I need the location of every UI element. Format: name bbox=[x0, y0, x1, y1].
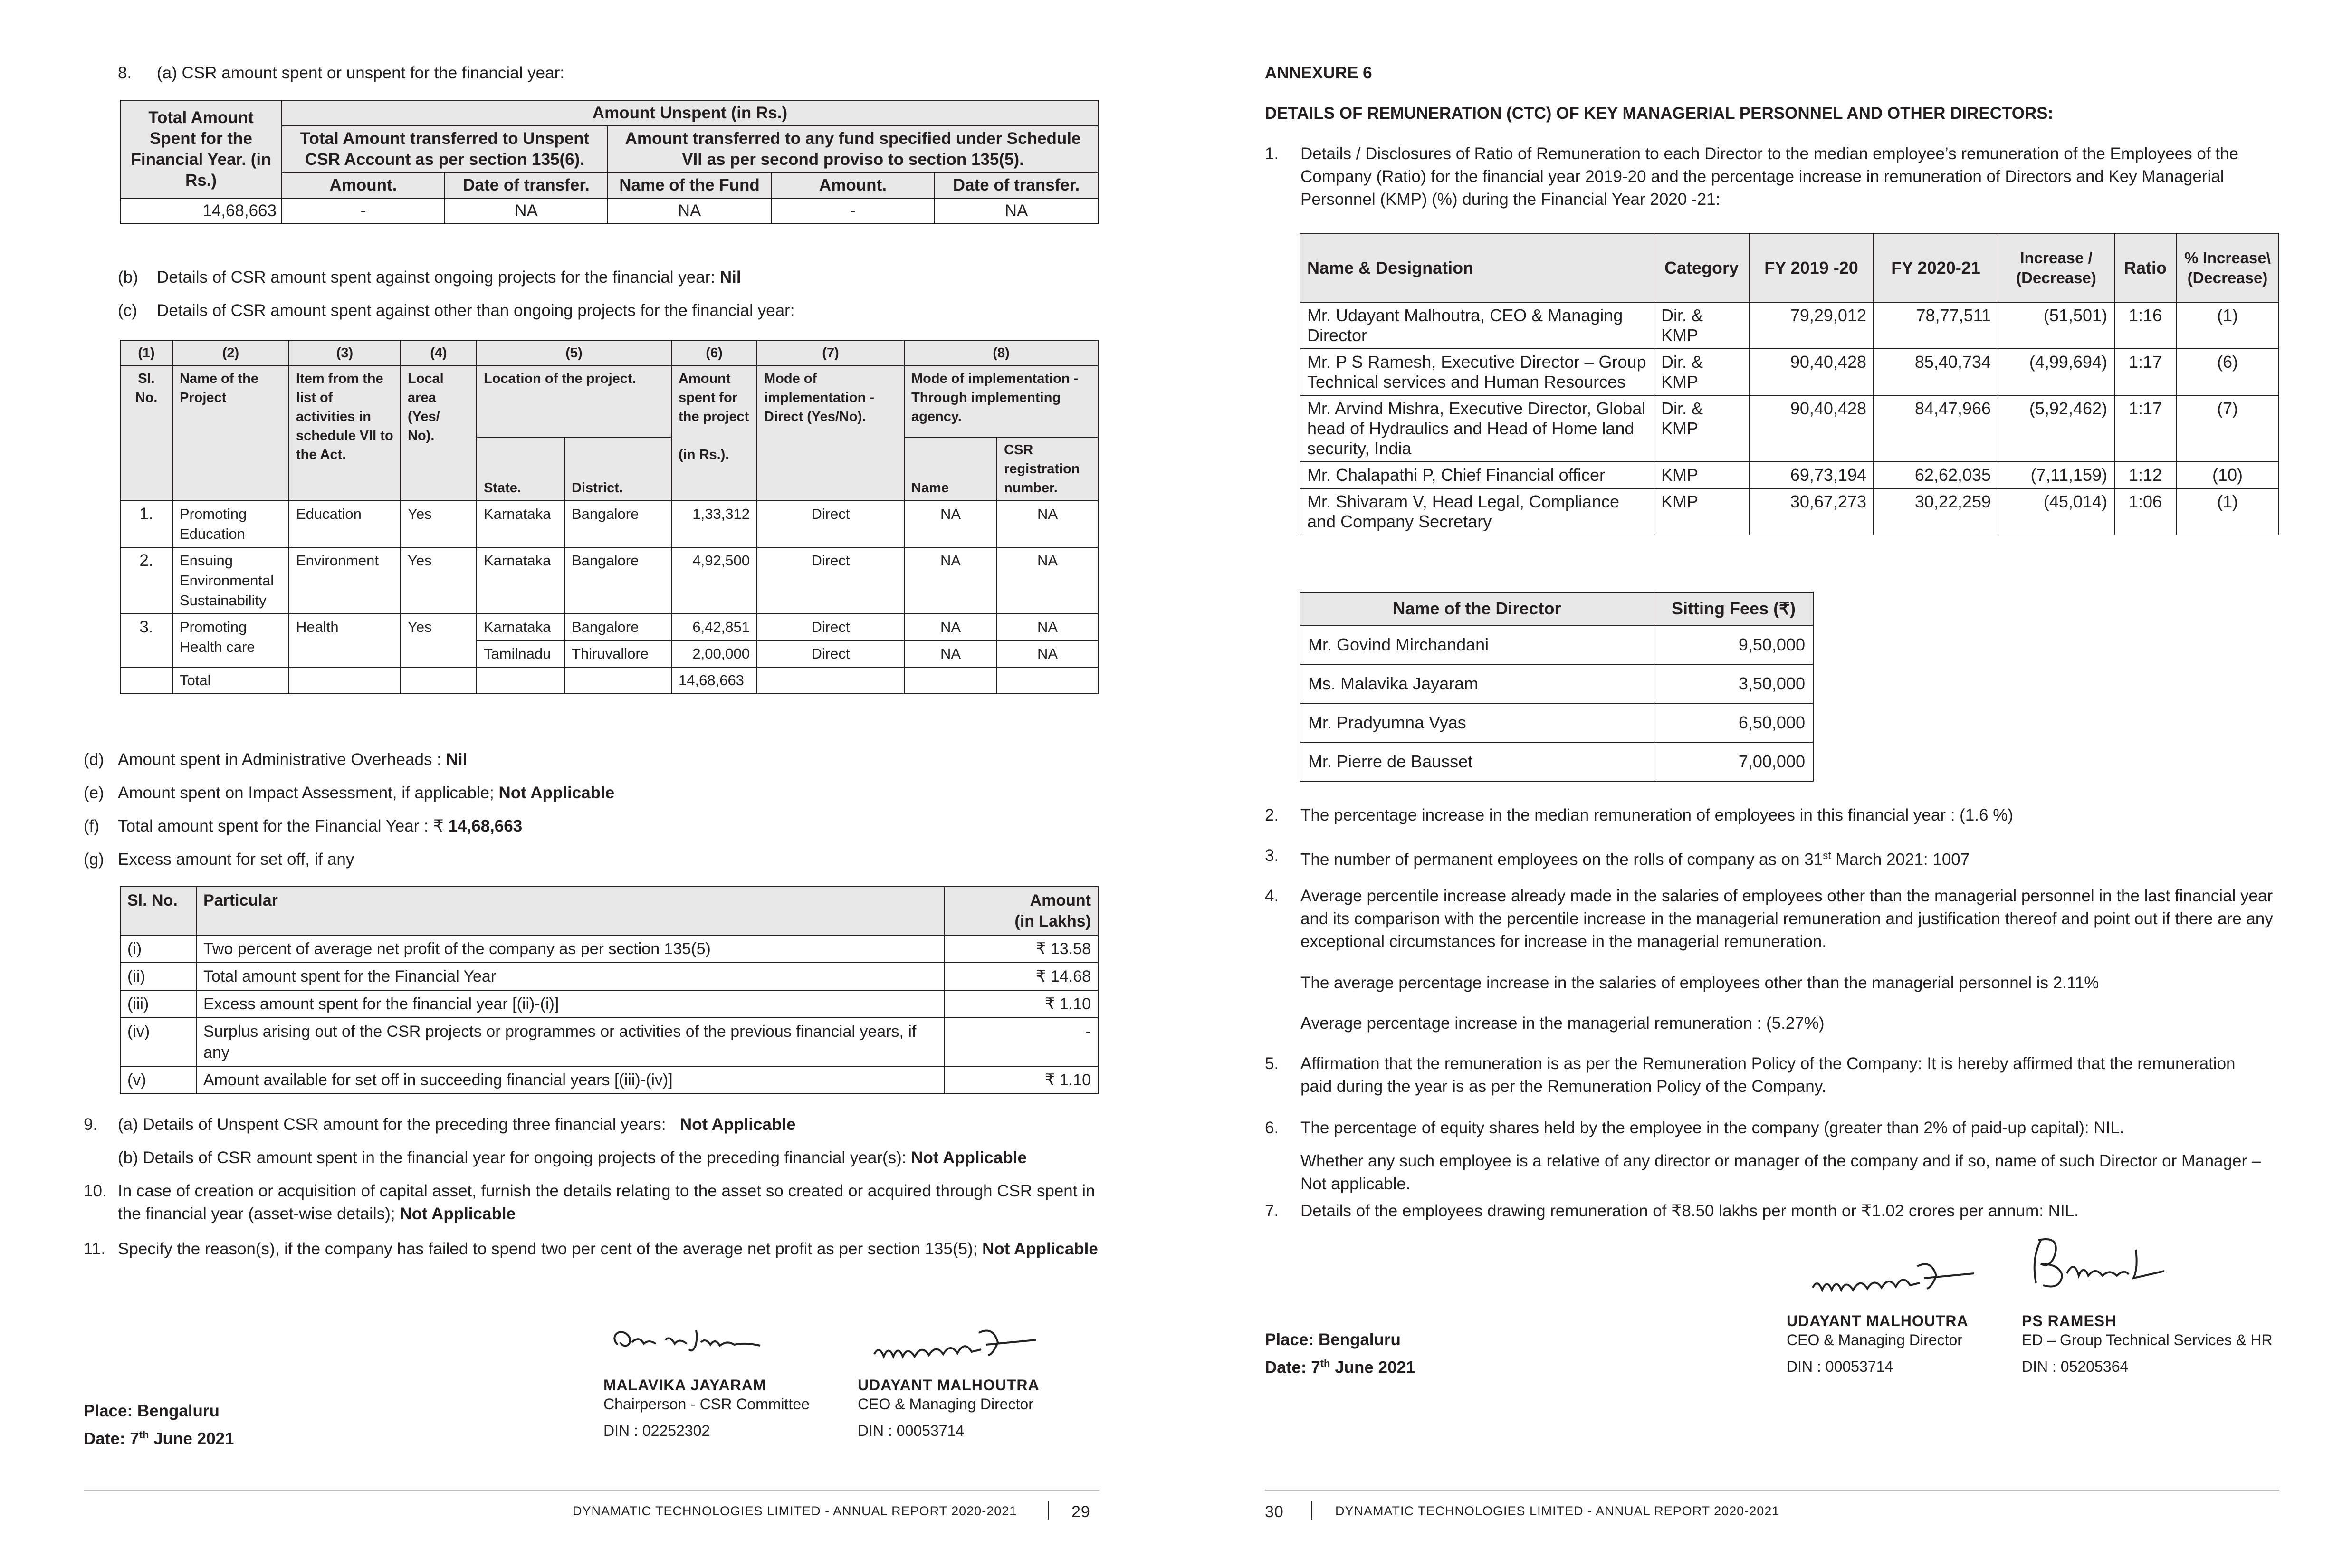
signatory-name: UDAYANT MALHOUTRA bbox=[1787, 1312, 1969, 1329]
table-cell: KMP bbox=[1654, 462, 1749, 488]
ratio-header: Ratio bbox=[2114, 233, 2176, 302]
table-cell: Total amount spent for the Financial Year bbox=[196, 963, 945, 990]
table-cell: Yes bbox=[401, 547, 477, 614]
date-header: Date of transfer. bbox=[445, 172, 608, 198]
mode-direct-header: Mode of implementation - Direct (Yes/No). bbox=[757, 366, 904, 501]
table-cell: Bangalore bbox=[564, 501, 671, 547]
remuneration-table bbox=[1300, 233, 2279, 535]
col-number: (7) bbox=[757, 340, 904, 366]
table-cell: Tamilnadu bbox=[477, 641, 564, 667]
table-cell: 90,40,428 bbox=[1749, 349, 1874, 395]
table-row bbox=[120, 990, 1098, 1018]
table-cell: 79,29,012 bbox=[1749, 302, 1874, 349]
table-cell: NA bbox=[997, 614, 1098, 641]
table-cell: 85,40,734 bbox=[1874, 349, 1998, 395]
table-row bbox=[120, 547, 1098, 614]
table-cell: Mr. Pierre de Bausset bbox=[1300, 742, 1654, 781]
table-cell: Excess amount spent for the financial year [(ii)-(i)] bbox=[196, 990, 945, 1018]
table-cell: Direct bbox=[757, 614, 904, 641]
table-cell: Amount available for set off in succeeding financial years [(iii)-(iv)] bbox=[196, 1066, 945, 1094]
item-7-number: 7. bbox=[1265, 1202, 1279, 1220]
table-cell: Promoting Health care bbox=[172, 614, 289, 667]
page-number: 29 bbox=[1071, 1503, 1090, 1521]
table-cell: Mr. P S Ramesh, Executive Director – Group Technical services and Human Resources bbox=[1300, 349, 1654, 395]
table-cell: - bbox=[282, 198, 445, 224]
table-cell: Thiruvallore bbox=[564, 641, 671, 667]
signatory-designation: Chairperson - CSR Committee bbox=[603, 1396, 810, 1413]
table-cell: Surplus arising out of the CSR projects or programmes or activities of the previous financial years, if any bbox=[196, 1018, 945, 1066]
table-cell: 1:17 bbox=[2114, 349, 2176, 395]
col-number: (1) bbox=[120, 340, 172, 366]
table-row bbox=[1300, 742, 1813, 781]
footer-divider bbox=[84, 1490, 1099, 1491]
item-1-text: Details / Disclosures of Ratio of Remuneration to each Director to the median employee’s remuneration of the Employees of the Company (Ratio) for the financial year 2019-20 and the percentage increase in remuneration of Directors and Key Managerial Personnel (KMP) (%) during the Financial Year 2020 -21: bbox=[1300, 144, 2238, 209]
fy2020-header: FY 2020-21 bbox=[1874, 233, 1998, 302]
item-b-text: Details of CSR amount spent against ongoing projects for the financial year: Nil bbox=[157, 268, 741, 287]
table-cell: (iii) bbox=[120, 990, 196, 1018]
section-10-number: 10. bbox=[84, 1182, 107, 1200]
table-cell: (ii) bbox=[120, 963, 196, 990]
table-cell: (iv) bbox=[120, 1018, 196, 1066]
fy2019-header: FY 2019 -20 bbox=[1749, 233, 1874, 302]
item-5-number: 5. bbox=[1265, 1054, 1279, 1073]
table-cell: 7,00,000 bbox=[1654, 742, 1813, 781]
total-label: Total bbox=[172, 667, 289, 694]
total-amount: 14,68,663 bbox=[671, 667, 757, 694]
signature-malavika bbox=[603, 1316, 784, 1364]
signatory-designation: ED – Group Technical Services & HR bbox=[2022, 1331, 2273, 1348]
item-2-number: 2. bbox=[1265, 806, 1279, 824]
table-cell: Ms. Malavika Jayaram bbox=[1300, 664, 1654, 703]
local-area-header: Local area (Yes/ No). bbox=[401, 366, 477, 501]
date-header: Date of transfer. bbox=[935, 172, 1098, 198]
col-number: (5) bbox=[477, 340, 671, 366]
table-cell: - bbox=[771, 198, 935, 224]
table-row bbox=[120, 198, 1098, 224]
amount-header: Amount (in Lakhs) bbox=[945, 887, 1098, 935]
table-cell: 1:16 bbox=[2114, 302, 2176, 349]
table-cell: (6) bbox=[2176, 349, 2279, 395]
table-cell: KMP bbox=[1654, 488, 1749, 535]
table-row-total bbox=[120, 667, 1098, 694]
table-row bbox=[120, 501, 1098, 547]
table-cell: Education bbox=[289, 501, 401, 547]
item-c-label: (c) bbox=[118, 301, 137, 320]
col-number: (6) bbox=[671, 340, 757, 366]
item-5-text: Affirmation that the remuneration is as per the Remuneration Policy of the Company: It is hereby affirmed that the remuneration paid during the year is as per the Remuneration Policy of the Company. bbox=[1300, 1054, 2236, 1096]
table-cell: Dir. & KMP bbox=[1654, 395, 1749, 462]
table-cell: Karnataka bbox=[477, 614, 564, 641]
table-cell: 1,33,312 bbox=[671, 501, 757, 547]
particular-header: Particular bbox=[196, 887, 945, 935]
table-cell: (1) bbox=[2176, 302, 2279, 349]
sl-no-header: Sl. No. bbox=[120, 887, 196, 935]
table-cell: ₹ 1.10 bbox=[945, 990, 1098, 1018]
table-cell: Karnataka bbox=[477, 547, 564, 614]
table-cell: ₹ 1.10 bbox=[945, 1066, 1098, 1094]
signatory-designation: CEO & Managing Director bbox=[1787, 1331, 1962, 1348]
table-cell: 3. bbox=[120, 614, 172, 667]
table-cell: Direct bbox=[757, 501, 904, 547]
increase-header: Increase / (Decrease) bbox=[1998, 233, 2114, 302]
table-row bbox=[1300, 488, 2279, 535]
item-3-text: The number of permanent employees on the rolls of company as on 31st March 2021: 1007 bbox=[1300, 850, 1970, 869]
item-4-text: Average percentile increase already made in the salaries of employees other than the managerial personnel in the last financial year and its comparison with the percentile increase in the managerial remuneration and justification thereof and point out if there are any exceptional circumstances for increase in the managerial remuneration. bbox=[1300, 887, 2273, 951]
table-cell: 14,68,663 bbox=[120, 198, 282, 224]
place: Place: Bengaluru bbox=[84, 1402, 220, 1420]
table-cell: Bangalore bbox=[564, 614, 671, 641]
item-7-text: Details of the employees drawing remuneration of ₹8.50 lakhs per month or ₹1.02 crores per annum: NIL. bbox=[1300, 1202, 2079, 1220]
table-row bbox=[120, 614, 1098, 641]
signature-udayant bbox=[1808, 1250, 1989, 1302]
signatory-din: DIN : 00053714 bbox=[1787, 1358, 1893, 1375]
item-d-label: (d) bbox=[84, 750, 104, 769]
table-row bbox=[1300, 703, 1813, 742]
item-e-label: (e) bbox=[84, 784, 104, 802]
table-cell: NA bbox=[997, 501, 1098, 547]
item-4-number: 4. bbox=[1265, 887, 1279, 905]
table-cell: Direct bbox=[757, 641, 904, 667]
table-cell: ₹ 14.68 bbox=[945, 963, 1098, 990]
item-f-text: Total amount spent for the Financial Year : ₹ 14,68,663 bbox=[118, 817, 523, 835]
item-6-number: 6. bbox=[1265, 1119, 1279, 1137]
signatory-din: DIN : 00053714 bbox=[858, 1422, 965, 1439]
table-cell: 1. bbox=[120, 501, 172, 547]
item-g-label: (g) bbox=[84, 850, 104, 869]
signature-block-udayant bbox=[1787, 1311, 1969, 1376]
table-cell: Mr. Govind Mirchandani bbox=[1300, 625, 1654, 664]
item-2-text: The percentage increase in the median remuneration of employees in this financial year : (1.6 %) bbox=[1300, 806, 2013, 824]
table-row bbox=[1300, 302, 2279, 349]
item-6-para-2: Whether any such employee is a relative of any director or manager of the company and if so, name of such Director or Manager – Not applicable. bbox=[1300, 1152, 2261, 1193]
place: Place: Bengaluru bbox=[1265, 1330, 1401, 1349]
table-cell: 2,00,000 bbox=[671, 641, 757, 667]
table-cell: NA bbox=[445, 198, 608, 224]
item-3-number: 3. bbox=[1265, 846, 1279, 865]
section-9b-text: (b) Details of CSR amount spent in the financial year for ongoing projects of the preceding financial year(s): Not Applicable bbox=[118, 1148, 1027, 1167]
percent-increase-header: % Increase\ (Decrease) bbox=[2176, 233, 2279, 302]
excess-amount-table bbox=[120, 886, 1099, 1094]
table-cell: (10) bbox=[2176, 462, 2279, 488]
amount-header: Amount. bbox=[282, 172, 445, 198]
item-d-text: Amount spent in Administrative Overheads : Nil bbox=[118, 750, 468, 769]
table-cell: Direct bbox=[757, 547, 904, 614]
sitting-fees-table bbox=[1300, 592, 1814, 782]
transfer-fund-header: Amount transferred to any fund specified under Schedule VII as per second proviso to section 135(5). bbox=[608, 126, 1098, 172]
director-name-header: Name of the Director bbox=[1300, 592, 1654, 625]
place-date bbox=[84, 1399, 234, 1451]
table-cell: (7) bbox=[2176, 395, 2279, 462]
table-cell: (i) bbox=[120, 935, 196, 963]
table-cell: Promoting Education bbox=[172, 501, 289, 547]
signatory-name: UDAYANT MALHOUTRA bbox=[858, 1377, 1040, 1394]
table-cell: NA bbox=[608, 198, 771, 224]
agency-name-header: Name bbox=[904, 437, 997, 501]
name-header: Name & Designation bbox=[1300, 233, 1654, 302]
table-cell: 90,40,428 bbox=[1749, 395, 1874, 462]
mode-agency-header: Mode of implementation - Through implementing agency. bbox=[904, 366, 1098, 437]
table-row bbox=[1300, 664, 1813, 703]
item-f-label: (f) bbox=[84, 817, 100, 835]
table-row bbox=[120, 963, 1098, 990]
item-b-label: (b) bbox=[118, 268, 138, 287]
table-cell: (45,014) bbox=[1998, 488, 2114, 535]
amount-header: Amount. bbox=[771, 172, 935, 198]
state-header: State. bbox=[477, 437, 564, 501]
signatory-name: MALAVIKA JAYARAM bbox=[603, 1377, 766, 1394]
amount-spent-header: Amount spent for the project (in Rs.). bbox=[671, 366, 757, 501]
table-cell: Health bbox=[289, 614, 401, 667]
item-e-text: Amount spent on Impact Assessment, if applicable; Not Applicable bbox=[118, 784, 615, 802]
table-cell: Two percent of average net profit of the company as per section 135(5) bbox=[196, 935, 945, 963]
project-name-header: Name of the Project bbox=[172, 366, 289, 501]
section-10-text: In case of creation or acquisition of capital asset, furnish the details relating to the asset so created or acquired through CSR spent in the financial year (asset-wise details); Not Applicable bbox=[118, 1182, 1095, 1223]
item-header: Item from the list of activities in schedule VII to the Act. bbox=[289, 366, 401, 501]
table-cell: 1:06 bbox=[2114, 488, 2176, 535]
table-cell: 2. bbox=[120, 547, 172, 614]
table-row bbox=[120, 1018, 1098, 1066]
section-11-number: 11. bbox=[84, 1240, 106, 1258]
section-title: DETAILS OF REMUNERATION (CTC) OF KEY MANAGERIAL PERSONNEL AND OTHER DIRECTORS: bbox=[1265, 104, 2054, 123]
location-header: Location of the project. bbox=[477, 366, 671, 437]
table-cell: Mr. Shivaram V, Head Legal, Compliance and Company Secretary bbox=[1300, 488, 1654, 535]
table-cell: 6,42,851 bbox=[671, 614, 757, 641]
section-9a-text: (a) Details of Unspent CSR amount for the preceding three financial years: Not Applicable bbox=[118, 1115, 796, 1134]
col-number: (8) bbox=[904, 340, 1098, 366]
table-cell: (4,99,694) bbox=[1998, 349, 2114, 395]
table-cell: Mr. Pradyumna Vyas bbox=[1300, 703, 1654, 742]
footer-separator bbox=[1311, 1501, 1312, 1520]
table-cell: NA bbox=[904, 641, 997, 667]
annexure-title: ANNEXURE 6 bbox=[1265, 64, 1372, 82]
table-cell: 69,73,194 bbox=[1749, 462, 1874, 488]
fund-name-header: Name of the Fund bbox=[608, 172, 771, 198]
signatory-din: DIN : 05205364 bbox=[2022, 1358, 2129, 1375]
table-cell: 78,77,511 bbox=[1874, 302, 1998, 349]
section-8-number: 8. bbox=[118, 64, 132, 82]
table-cell: Karnataka bbox=[477, 501, 564, 547]
signatory-name: PS RAMESH bbox=[2022, 1312, 2117, 1329]
table-cell: NA bbox=[935, 198, 1098, 224]
signature-udayant bbox=[870, 1316, 1050, 1368]
district-header: District. bbox=[564, 437, 671, 501]
table-cell: Mr. Arvind Mishra, Executive Director, Global head of Hydraulics and Head of Home land security, India bbox=[1300, 395, 1654, 462]
sitting-fees-header: Sitting Fees (₹) bbox=[1654, 592, 1813, 625]
table-cell: (1) bbox=[2176, 488, 2279, 535]
signature-block-udayant bbox=[858, 1376, 1040, 1440]
csr-spent-table bbox=[120, 100, 1099, 224]
table-cell: 30,22,259 bbox=[1874, 488, 1998, 535]
table-cell: (v) bbox=[120, 1066, 196, 1094]
footer-separator bbox=[1048, 1501, 1049, 1520]
table-cell: Dir. & KMP bbox=[1654, 302, 1749, 349]
section-9-number: 9. bbox=[84, 1115, 98, 1134]
table-cell: Mr. Chalapathi P, Chief Financial officer bbox=[1300, 462, 1654, 488]
right-page bbox=[1176, 0, 2352, 1568]
signatory-din: DIN : 02252302 bbox=[603, 1422, 710, 1439]
table-cell: (5,92,462) bbox=[1998, 395, 2114, 462]
table-cell: 3,50,000 bbox=[1654, 664, 1813, 703]
sl-no-header: Sl. No. bbox=[120, 366, 172, 501]
table-cell: 84,47,966 bbox=[1874, 395, 1998, 462]
footer-divider bbox=[1265, 1490, 2279, 1491]
footer-text: DYNAMATIC TECHNOLOGIES LIMITED - ANNUAL REPORT 2020-2021 bbox=[1335, 1504, 1780, 1518]
col-number: (4) bbox=[401, 340, 477, 366]
table-cell: Mr. Udayant Malhoutra, CEO & Managing Director bbox=[1300, 302, 1654, 349]
table-cell: NA bbox=[997, 547, 1098, 614]
table-cell: NA bbox=[904, 614, 997, 641]
col-number: (3) bbox=[289, 340, 401, 366]
footer-text: DYNAMATIC TECHNOLOGIES LIMITED - ANNUAL REPORT 2020-2021 bbox=[573, 1504, 1017, 1518]
item-c-text: Details of CSR amount spent against other than ongoing projects for the financial year: bbox=[157, 301, 795, 320]
col-number: (2) bbox=[172, 340, 289, 366]
table-cell: 6,50,000 bbox=[1654, 703, 1813, 742]
table-row bbox=[120, 935, 1098, 963]
table-cell: (51,501) bbox=[1998, 302, 2114, 349]
table-row bbox=[1300, 625, 1813, 664]
table-cell: Ensuing Environmental Sustainability bbox=[172, 547, 289, 614]
category-header: Category bbox=[1654, 233, 1749, 302]
total-amount-header: Total Amount Spent for the Financial Year. (in Rs.) bbox=[120, 100, 282, 198]
table-cell: (7,11,159) bbox=[1998, 462, 2114, 488]
table-row bbox=[1300, 462, 2279, 488]
table-cell: 9,50,000 bbox=[1654, 625, 1813, 664]
item-g-text: Excess amount for set off, if any bbox=[118, 850, 354, 869]
place-date bbox=[1265, 1328, 1415, 1380]
table-row bbox=[120, 1066, 1098, 1094]
table-cell: 62,62,035 bbox=[1874, 462, 1998, 488]
item-6-text: The percentage of equity shares held by the employee in the company (greater than 2% of paid-up capital): NIL. bbox=[1300, 1119, 2124, 1137]
table-cell: Bangalore bbox=[564, 547, 671, 614]
signature-block-malavika bbox=[603, 1376, 810, 1440]
table-cell: 4,92,500 bbox=[671, 547, 757, 614]
table-cell: NA bbox=[997, 641, 1098, 667]
table-cell: Environment bbox=[289, 547, 401, 614]
table-cell: NA bbox=[904, 501, 997, 547]
item-4-para-2: The average percentage increase in the salaries of employees other than the managerial personnel is 2.11% bbox=[1300, 974, 2099, 992]
table-cell: ₹ 13.58 bbox=[945, 935, 1098, 963]
page-number: 30 bbox=[1265, 1503, 1284, 1521]
table-cell: 30,67,273 bbox=[1749, 488, 1874, 535]
date: Date: 7th June 2021 bbox=[1265, 1358, 1415, 1377]
transfer-unspent-header: Total Amount transferred to Unspent CSR Account as per section 135(6). bbox=[282, 126, 608, 172]
signature-block-ps-ramesh bbox=[2022, 1311, 2273, 1376]
table-row bbox=[1300, 395, 2279, 462]
table-cell: 1:12 bbox=[2114, 462, 2176, 488]
table-cell: Dir. & KMP bbox=[1654, 349, 1749, 395]
date: Date: 7th June 2021 bbox=[84, 1429, 234, 1448]
section-8-title: (a) CSR amount spent or unspent for the financial year: bbox=[157, 64, 564, 82]
csr-projects-table bbox=[120, 340, 1099, 694]
section-11-text: Specify the reason(s), if the company has failed to spend two per cent of the average net profit as per section 135(5); Not Applicable bbox=[118, 1240, 1098, 1258]
item-1-number: 1. bbox=[1265, 144, 1279, 163]
item-4-para-3: Average percentage increase in the managerial remuneration : (5.27%) bbox=[1300, 1014, 1825, 1033]
signatory-designation: CEO & Managing Director bbox=[858, 1396, 1033, 1413]
table-cell: 1:17 bbox=[2114, 395, 2176, 462]
amount-unspent-header: Amount Unspent (in Rs.) bbox=[282, 100, 1098, 126]
table-cell: - bbox=[945, 1018, 1098, 1066]
csr-registration-header: CSR registration number. bbox=[997, 437, 1098, 501]
table-cell: Yes bbox=[401, 614, 477, 667]
table-cell: Yes bbox=[401, 501, 477, 547]
table-cell: NA bbox=[904, 547, 997, 614]
signature-ps-ramesh bbox=[2022, 1231, 2183, 1297]
table-row bbox=[1300, 349, 2279, 395]
